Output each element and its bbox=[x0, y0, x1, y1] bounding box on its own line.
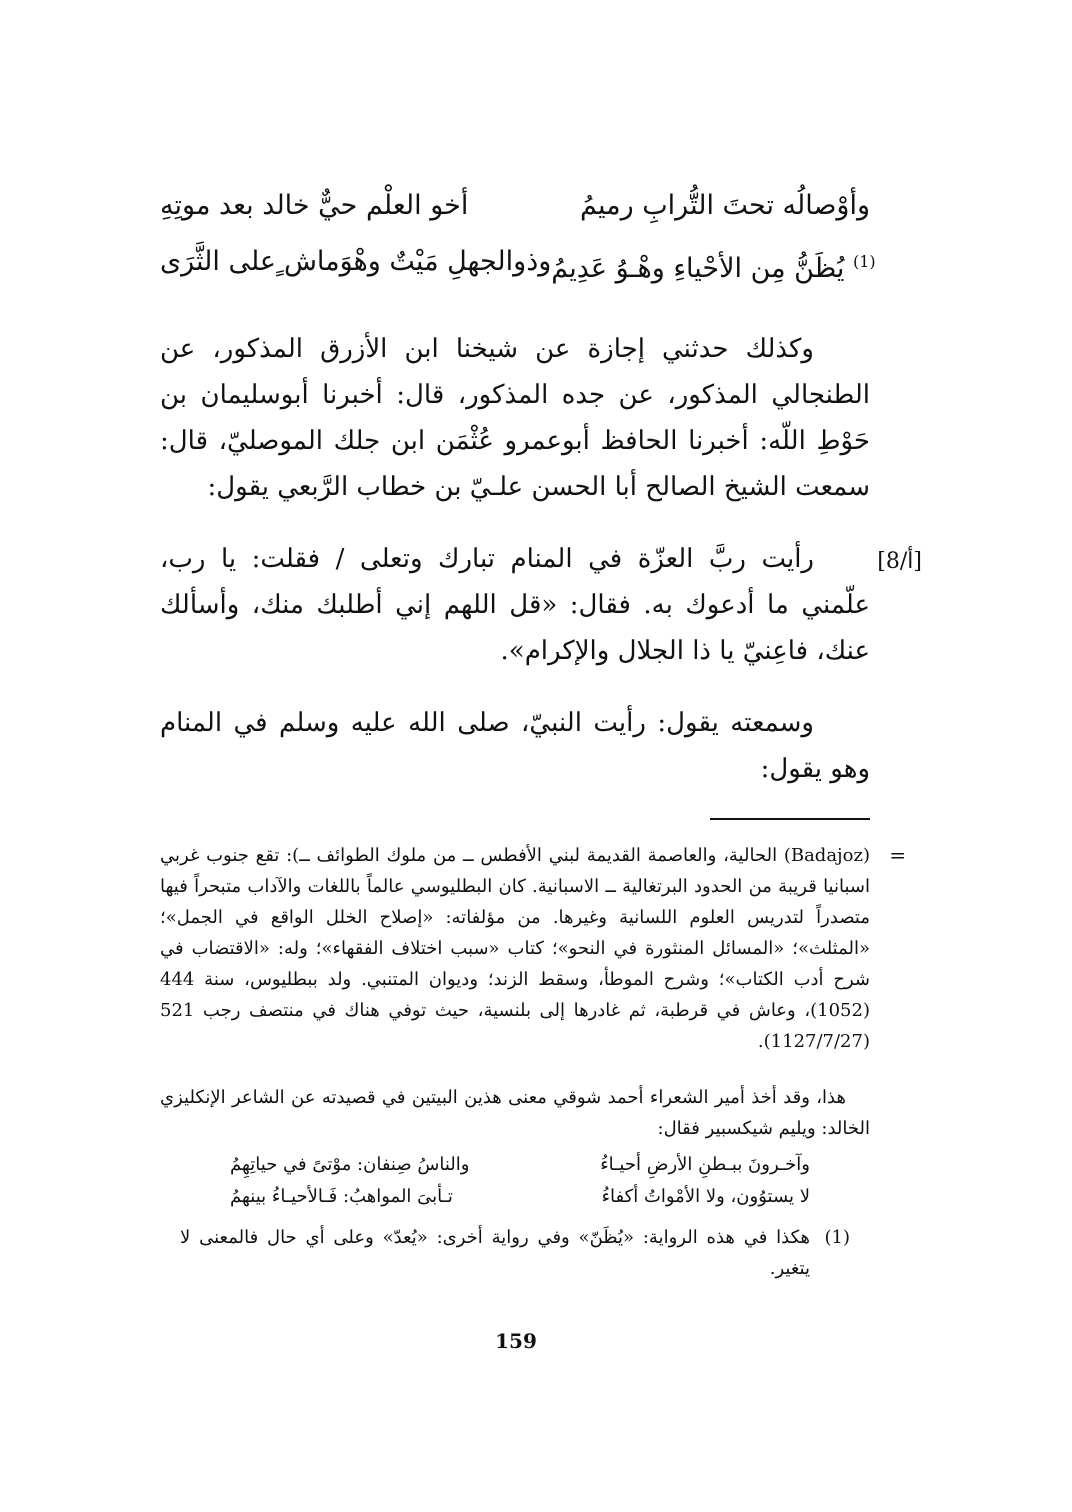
manuscript-folio-ref: [8/أ] bbox=[877, 549, 922, 574]
footnote-1: (1) هكذا في هذه الرواية: «يُظَنّ» وفي رواية أخرى: «يُعدّ» وعلى أي حال فالمعنى لا يتغير. bbox=[180, 1222, 810, 1284]
continuation-mark: = bbox=[889, 843, 906, 867]
footnote-divider bbox=[710, 818, 870, 820]
verse-1-second-hemistich: وأوْصالُه تحتَ التُّرابِ رميمُ bbox=[580, 190, 870, 221]
footnote-shawqi-intro: هذا، وقد أخذ أمير الشعراء أحمد شوقي معنى هذين البيتين في قصيدته عن الشاعر الإنكليزي الخالد: ويليم شيكسبير فقال: bbox=[160, 1087, 870, 1139]
paragraph-isnad: وكذلك حدثني إجازة عن شيخنا ابن الأزرق المذكور، عن الطنجالي المذكور، عن جده المذكور، قال: أخبرنا أبوسليمان بن حَوْطِ اللّه: أخبرنا الحافظ أبوعمرو عُثْمَن ابن جلك الموصليّ، قال: سمعت الشيخ الصالح أبا الحسن علـيّ بن خطاب الرَّبعي يقول: bbox=[160, 334, 870, 502]
verse-1-first-hemistich: أخو العلْم حيٌّ خالد بعد موتِهِ bbox=[160, 190, 469, 221]
shawqi-verse-2-first: تـأبىَ المواهبُ: فَـالأحيـاءُ بينهمُ bbox=[230, 1186, 453, 1207]
page-number: 159 bbox=[495, 1329, 537, 1353]
verse-line-1 bbox=[160, 184, 870, 228]
shawqi-verse-2 bbox=[230, 1182, 810, 1212]
shawqi-verse-1 bbox=[230, 1150, 810, 1180]
shawqi-verse-1-second: وآخـرونَ ببـطنِ الأرضِ أحيـاءُ bbox=[600, 1154, 810, 1175]
verse-2-first-hemistich: وذوالجهلِ مَيْتٌ وهْوَماش ٍعلى الثَّرَى bbox=[160, 246, 552, 277]
footnote-1-number: (1) bbox=[824, 1227, 850, 1248]
paragraph-prophet: وسمعته يقول: رأيت النبيّ، صلى الله عليه وسلم في المنام وهو يقول: bbox=[160, 708, 870, 784]
footnote-marker-1: (1) bbox=[852, 252, 876, 271]
verse-2-second-hemistich: $^{(1)}$ يُظَنُّ مِن الأحْياءِ وهْـوُ عَدِيمُ bbox=[551, 252, 876, 284]
verse-line-2 bbox=[160, 240, 876, 291]
shawqi-verse-2-second: لا يستوُون، ولا الأمْواتُ أكفاءُ bbox=[601, 1186, 810, 1207]
footnote-continuation: = (Badajoz) الحالية، والعاصمة القديمة لبني الأفطس ــ من ملوك الطوائف ــ): تقع جنوب غربي اسبانيا قريبة من الحدود البرتغالية ــ الاسبانية. كان البطليوسي عالماً باللغات والآداب متبحراً فيها متصدراً لتدريس العلوم اللسانية وغيرها. من مؤلفاته: «إصلاح الخلل الواقع في الجمل»؛ «المثلث»؛ «المسائل المنثورة في النحو»؛ كتاب «سبب اختلاف الفقهاء»؛ وله: «الاقتضاب في شرح أدب الكتاب»؛ وشرح الموطأ، وسقط الزند؛ وديوان المتنبي. ولد ببطليوس، سنة 444 (1052)، وعاش في قرطبة، ثم غادرها إلى بلنسية، حيث توفي هناك في منتصف رجب 521 (1127/7/27). bbox=[160, 840, 870, 1057]
shawqi-verse-1-first: والناسُ صِنفان: موْتىً في حياتِهِمُ bbox=[230, 1154, 470, 1175]
paragraph-dream: رأيت ربَّ العزّة في المنام تبارك وتعلى / فقلت: يا رب، علّمني ما أدعوك به. فقال: «قل اللهم إني أطلبك منك، وأسألك عنك، فاعِنيّ يا ذا الجلال والإكرام». bbox=[160, 544, 870, 666]
